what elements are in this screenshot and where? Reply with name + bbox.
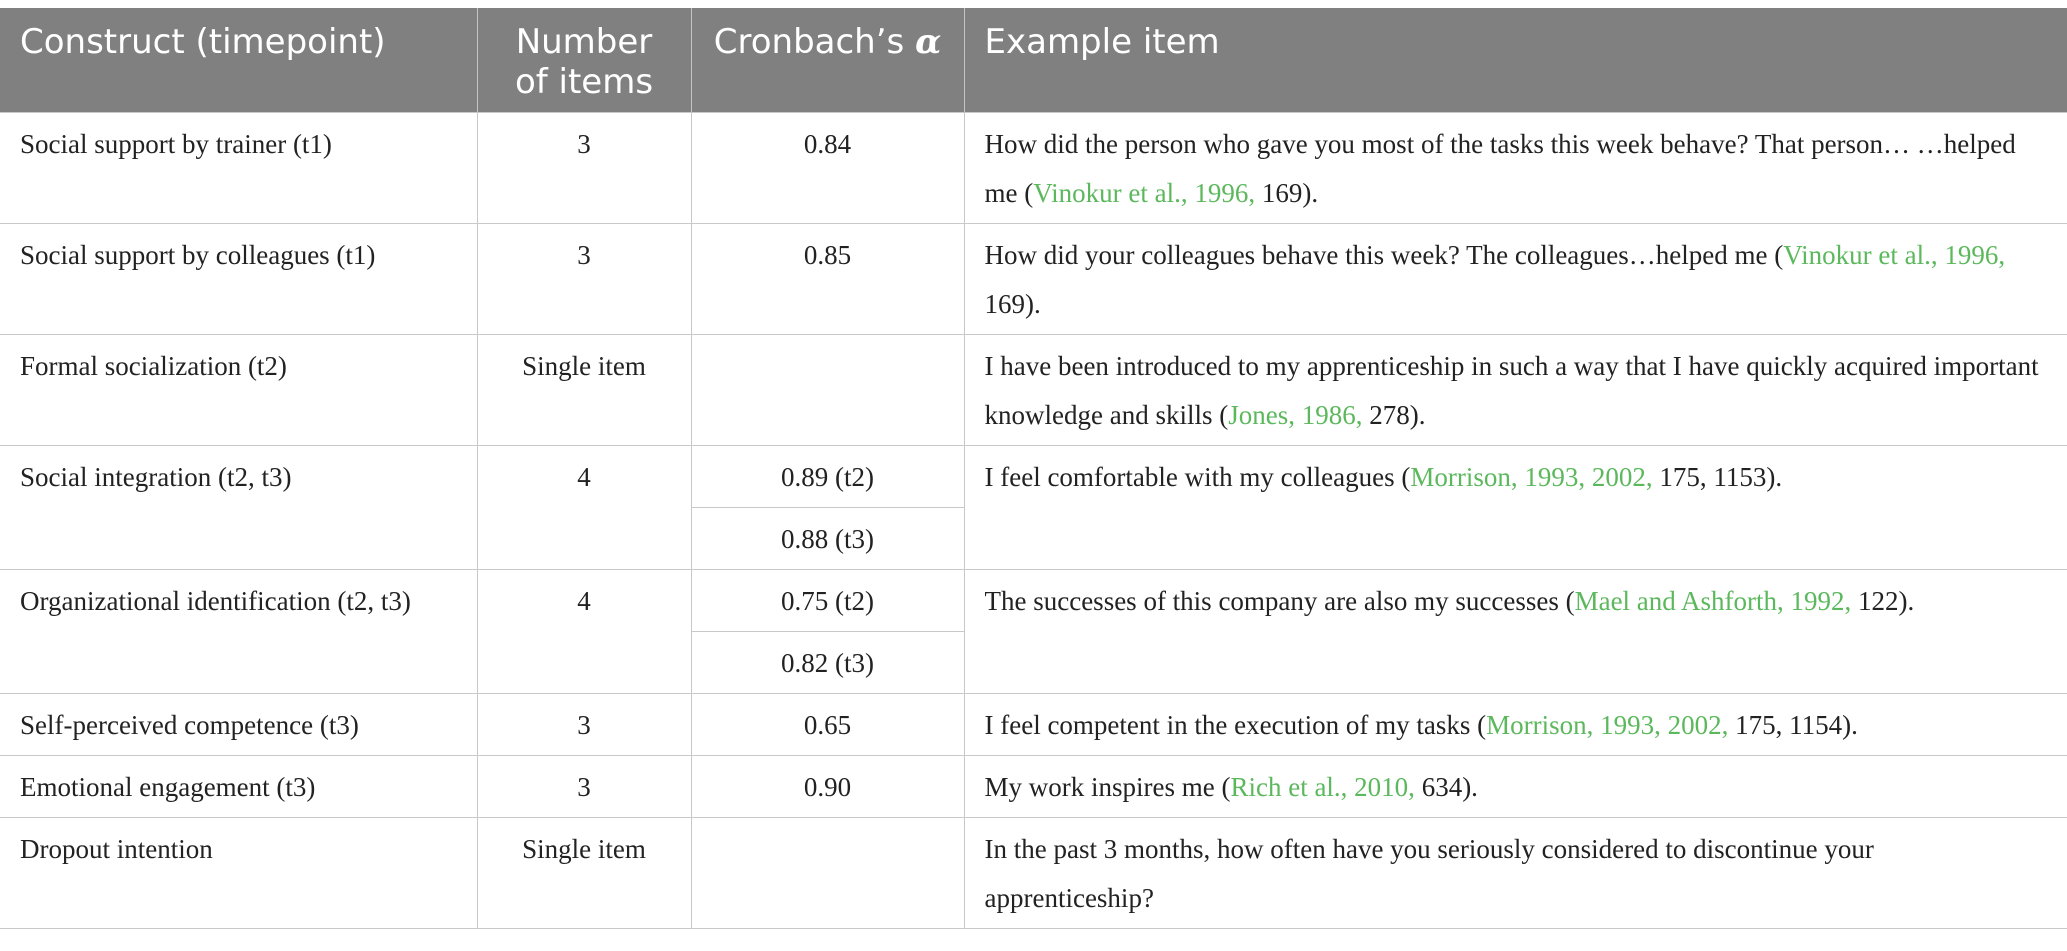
- construct-cell: Self-perceived competence (t3): [0, 693, 477, 755]
- header-example-item: Example item: [964, 8, 2067, 112]
- alpha-cell: 0.65: [691, 693, 964, 755]
- example-text: My work inspires me (: [984, 771, 1231, 802]
- table-row: [0, 223, 2067, 334]
- example-text: I feel competent in the execution of my tasks (: [984, 709, 1487, 740]
- alpha-cell-t2: 0.75 (t2): [691, 569, 964, 631]
- construct-cell: Social integration (t2, t3): [0, 445, 477, 569]
- example-text: In the past 3 months, how often have you seriously considered to discontinue your apprenticeship?: [984, 833, 1874, 913]
- alpha-cell: 0.84: [691, 112, 964, 223]
- citation-link[interactable]: Rich et al., 2010,: [1230, 771, 1415, 802]
- citation-link[interactable]: Morrison, 1993, 2002,: [1410, 461, 1653, 492]
- items-cell: 3: [477, 693, 691, 755]
- header-row: [0, 8, 2067, 112]
- construct-cell: Social support by trainer (t1): [0, 112, 477, 223]
- example-cell: [964, 445, 2067, 569]
- table-row: [0, 693, 2067, 755]
- example-cell: [964, 223, 2067, 334]
- table-body: [0, 112, 2067, 928]
- example-cell: [964, 334, 2067, 445]
- table-row: [0, 445, 2067, 507]
- construct-cell: Emotional engagement (t3): [0, 755, 477, 817]
- table-row: [0, 112, 2067, 223]
- measures-table: [0, 8, 2067, 929]
- table-row: [0, 334, 2067, 445]
- example-page: 175, 1153).: [1652, 461, 1783, 492]
- items-cell: 3: [477, 223, 691, 334]
- items-cell: 4: [477, 445, 691, 569]
- construct-cell: Social support by colleagues (t1): [0, 223, 477, 334]
- alpha-cell: [691, 817, 964, 928]
- table-row: [0, 755, 2067, 817]
- header-cronbach-alpha: [691, 8, 964, 112]
- example-page: 634).: [1414, 771, 1478, 802]
- example-cell: [964, 817, 2067, 928]
- items-cell: Single item: [477, 817, 691, 928]
- alpha-cell: 0.85: [691, 223, 964, 334]
- construct-cell: Formal socialization (t2): [0, 334, 477, 445]
- alpha-cell-t2: 0.89 (t2): [691, 445, 964, 507]
- construct-cell: Dropout intention: [0, 817, 477, 928]
- citation-link[interactable]: Morrison, 1993, 2002,: [1486, 709, 1729, 740]
- example-page: 169).: [984, 288, 1041, 319]
- alpha-cell: 0.90: [691, 755, 964, 817]
- alpha-cell: [691, 334, 964, 445]
- construct-cell: Organizational identification (t2, t3): [0, 569, 477, 693]
- alpha-cell-t3: 0.82 (t3): [691, 631, 964, 693]
- example-text: I have been introduced to my apprenticeship in such a way that I have quickly acquired important knowledge and skills (: [984, 350, 2039, 430]
- example-text: How did your colleagues behave this week? The colleagues…helped me (: [984, 239, 1784, 270]
- header-items-line1: Number: [515, 22, 653, 62]
- example-text: The successes of this company are also my successes (: [984, 585, 1575, 616]
- example-page: 122).: [1851, 585, 1915, 616]
- example-cell: [964, 693, 2067, 755]
- header-number-of-items: [477, 8, 691, 112]
- items-cell: Single item: [477, 334, 691, 445]
- items-cell: 3: [477, 112, 691, 223]
- citation-link[interactable]: Vinokur et al., 1996,: [1783, 239, 2006, 270]
- citation-link[interactable]: Jones, 1986,: [1228, 399, 1363, 430]
- example-cell: [964, 569, 2067, 693]
- example-page: 175, 1154).: [1728, 709, 1858, 740]
- example-page: 169).: [1255, 177, 1319, 208]
- header-items-line2: of items: [514, 62, 654, 102]
- table-row: [0, 569, 2067, 631]
- alpha-cell-t3: 0.88 (t3): [691, 507, 964, 569]
- example-page: 278).: [1362, 399, 1426, 430]
- example-cell: [964, 112, 2067, 223]
- example-text: How did the person who gave you most of the tasks this week behave? That person… …helped me (: [984, 128, 2016, 208]
- header-construct: Construct (timepoint): [0, 8, 477, 112]
- citation-link[interactable]: Mael and Ashforth, 1992,: [1574, 585, 1852, 616]
- items-cell: 4: [477, 569, 691, 693]
- header-alpha-prefix: Cronbach’s: [713, 22, 916, 62]
- items-cell: 3: [477, 755, 691, 817]
- header-alpha-symbol: α: [915, 22, 942, 62]
- citation-link[interactable]: Vinokur et al., 1996,: [1033, 177, 1256, 208]
- table-row: [0, 817, 2067, 928]
- table-header: [0, 8, 2067, 112]
- example-cell: [964, 755, 2067, 817]
- example-text: I feel comfortable with my colleagues (: [984, 461, 1411, 492]
